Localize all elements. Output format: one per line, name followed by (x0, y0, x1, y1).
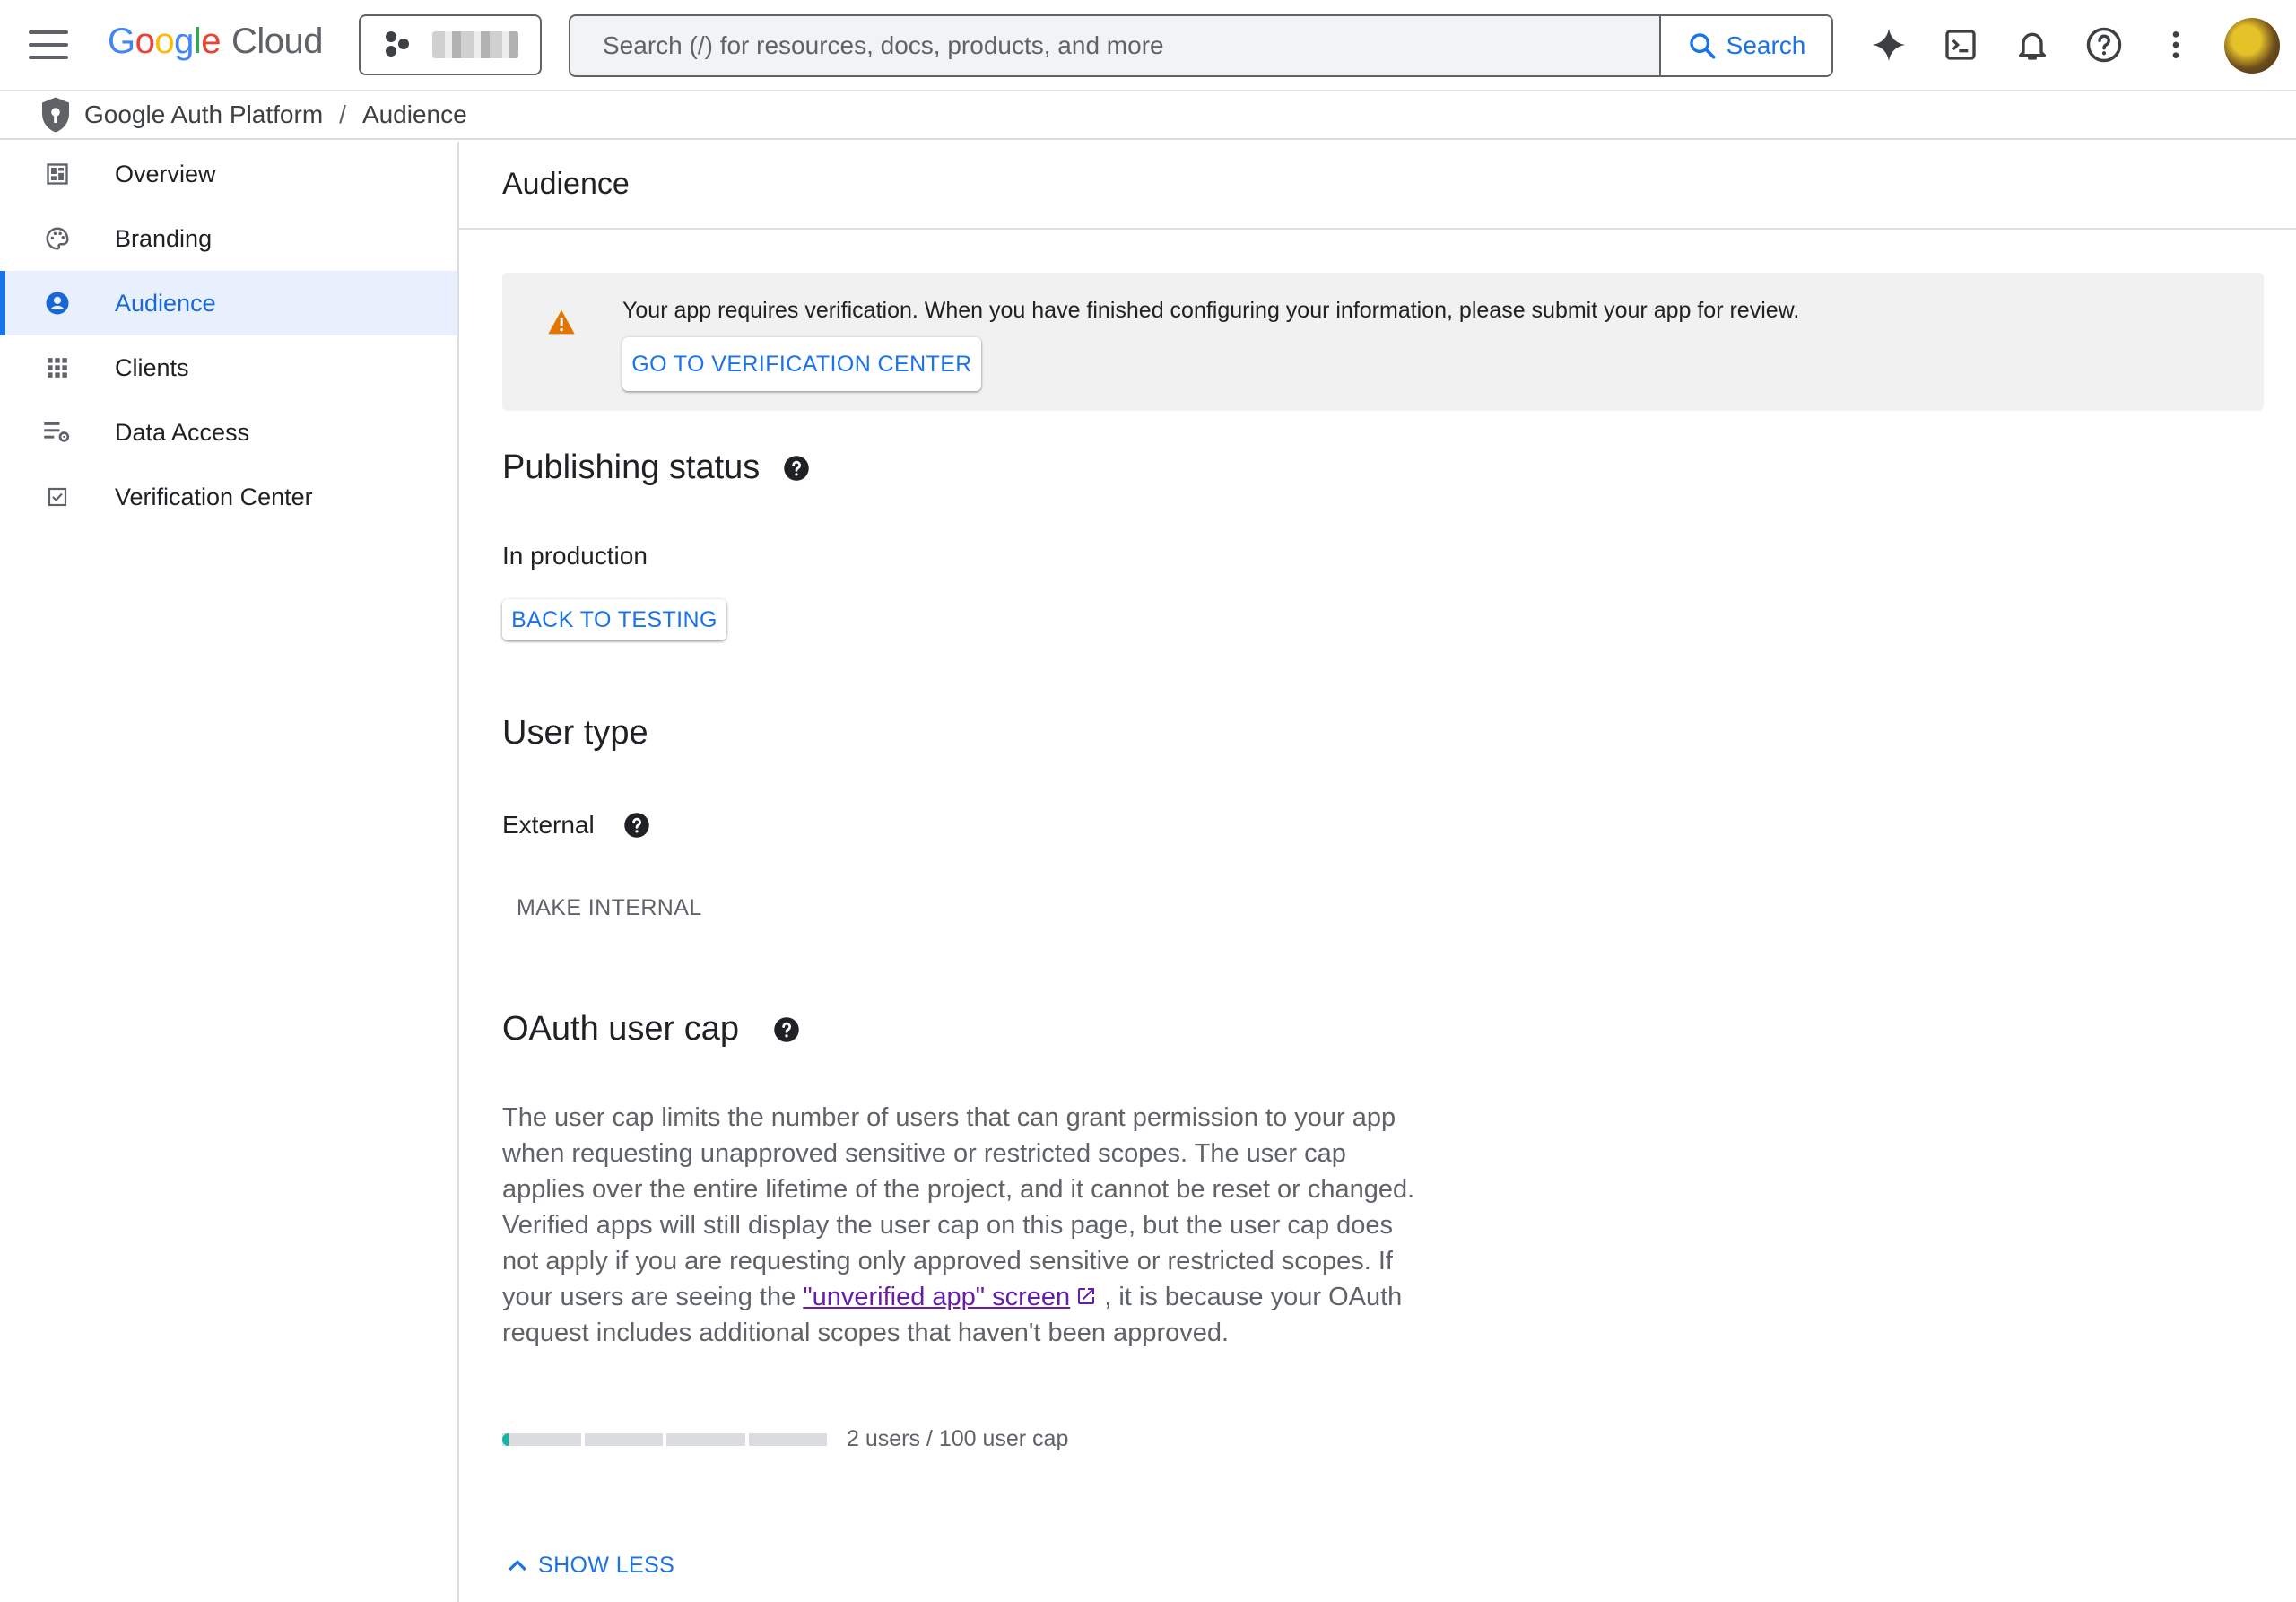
google-cloud-logo[interactable]: Google Cloud (108, 22, 324, 61)
more-vert-icon[interactable] (2152, 22, 2199, 68)
oauth-user-cap-title: OAuth user cap (502, 1010, 740, 1048)
apps-grid-icon (41, 352, 74, 384)
user-type-value: External (502, 811, 595, 839)
user-cap-progress-bar (502, 1433, 827, 1446)
account-avatar[interactable] (2224, 18, 2280, 74)
user-type-row (502, 811, 650, 840)
go-to-verification-center-button[interactable]: GO TO VERIFICATION CENTER (622, 337, 981, 391)
warning-icon (547, 309, 576, 335)
help-icon[interactable] (2081, 22, 2127, 68)
breadcrumb-separator: / (339, 100, 346, 128)
unverified-app-screen-link[interactable] (803, 1283, 1097, 1311)
help-icon[interactable] (623, 812, 650, 839)
help-icon[interactable] (783, 455, 810, 482)
user-type-heading: User type (502, 714, 648, 752)
show-less-button[interactable] (504, 1552, 674, 1579)
search-bar (569, 14, 1833, 77)
auth-platform-shield-icon (39, 96, 72, 134)
gemini-icon[interactable] (1866, 22, 1912, 68)
top-icons (1866, 22, 2224, 68)
sidebar (0, 142, 459, 1602)
title-divider (459, 228, 2296, 230)
cloud-shell-icon[interactable] (1937, 22, 1984, 68)
back-to-testing-button[interactable]: BACK TO TESTING (502, 599, 726, 640)
sidebar-item-label: Overview (115, 160, 216, 187)
palette-icon (41, 222, 74, 255)
sidebar-item-branding[interactable] (0, 206, 457, 271)
notifications-icon[interactable] (2009, 22, 2056, 68)
sidebar-item-verification-center[interactable] (0, 465, 457, 529)
checkbox-icon (41, 481, 74, 513)
sidebar-item-label: Audience (115, 289, 216, 317)
oauth-user-cap-heading (502, 1010, 800, 1049)
user-cap-description (502, 1100, 1417, 1351)
sidebar-item-label: Verification Center (115, 483, 313, 510)
page-title: Audience (502, 167, 630, 201)
project-name-redacted (432, 31, 518, 58)
main-content (459, 142, 2296, 1602)
search-button-label: Search (1726, 31, 1806, 59)
user-cap-text-after: , it is because your OAuth request includes additional scopes that haven't been approved. (502, 1283, 1403, 1347)
sidebar-item-label: Data Access (115, 418, 250, 446)
open-in-new-icon (1075, 1285, 1097, 1307)
search-button[interactable] (1659, 16, 1831, 75)
project-picker-icon (386, 31, 413, 58)
sidebar-item-clients[interactable] (0, 335, 457, 400)
publishing-status-title: Publishing status (502, 448, 761, 486)
make-internal-button[interactable]: MAKE INTERNAL (517, 895, 702, 920)
project-picker[interactable] (359, 14, 542, 75)
show-less-label: SHOW LESS (538, 1552, 675, 1578)
list-settings-icon (41, 416, 74, 448)
help-icon[interactable] (773, 1016, 800, 1043)
top-bar (0, 0, 2296, 90)
sidebar-item-audience[interactable] (0, 271, 457, 335)
main-menu-icon[interactable] (29, 30, 68, 59)
sidebar-item-label: Branding (115, 224, 213, 252)
sidebar-item-overview[interactable] (0, 142, 457, 206)
breadcrumb (0, 90, 2296, 140)
user-cap-progress-fill (502, 1433, 509, 1446)
account-circle-icon (41, 287, 74, 319)
verification-banner (502, 273, 2264, 411)
sidebar-item-label: Clients (115, 353, 189, 381)
user-cap-usage-label: 2 users / 100 user cap (847, 1426, 1069, 1451)
publishing-status-value: In production (502, 542, 648, 570)
dashboard-icon (41, 158, 74, 190)
search-input[interactable] (570, 16, 1659, 75)
breadcrumb-page: Audience (361, 100, 467, 128)
search-icon (1687, 30, 1718, 61)
publishing-status-heading (502, 448, 810, 487)
breadcrumb-product[interactable]: Google Auth Platform (84, 100, 324, 128)
chevron-up-icon (504, 1552, 531, 1579)
user-cap-text-before: The user cap limits the number of users that can grant permission to your app when requesting unapproved sensitive or restricted scopes. The user cap applies over the entire lifetime of the project, and it cannot be reset or changed. Verified apps will still display the user cap on this page, but the user cap does not apply if you are requesting only approved sensitive or restricted scopes. If your users are seeing the (502, 1103, 1415, 1311)
sidebar-item-data-access[interactable] (0, 400, 457, 465)
logo-product: Cloud (231, 22, 324, 61)
unverified-app-link-text: "unverified app" screen (803, 1283, 1071, 1311)
banner-message: Your app requires verification. When you have finished configuring your information, please submit your app for review. (622, 298, 1800, 323)
